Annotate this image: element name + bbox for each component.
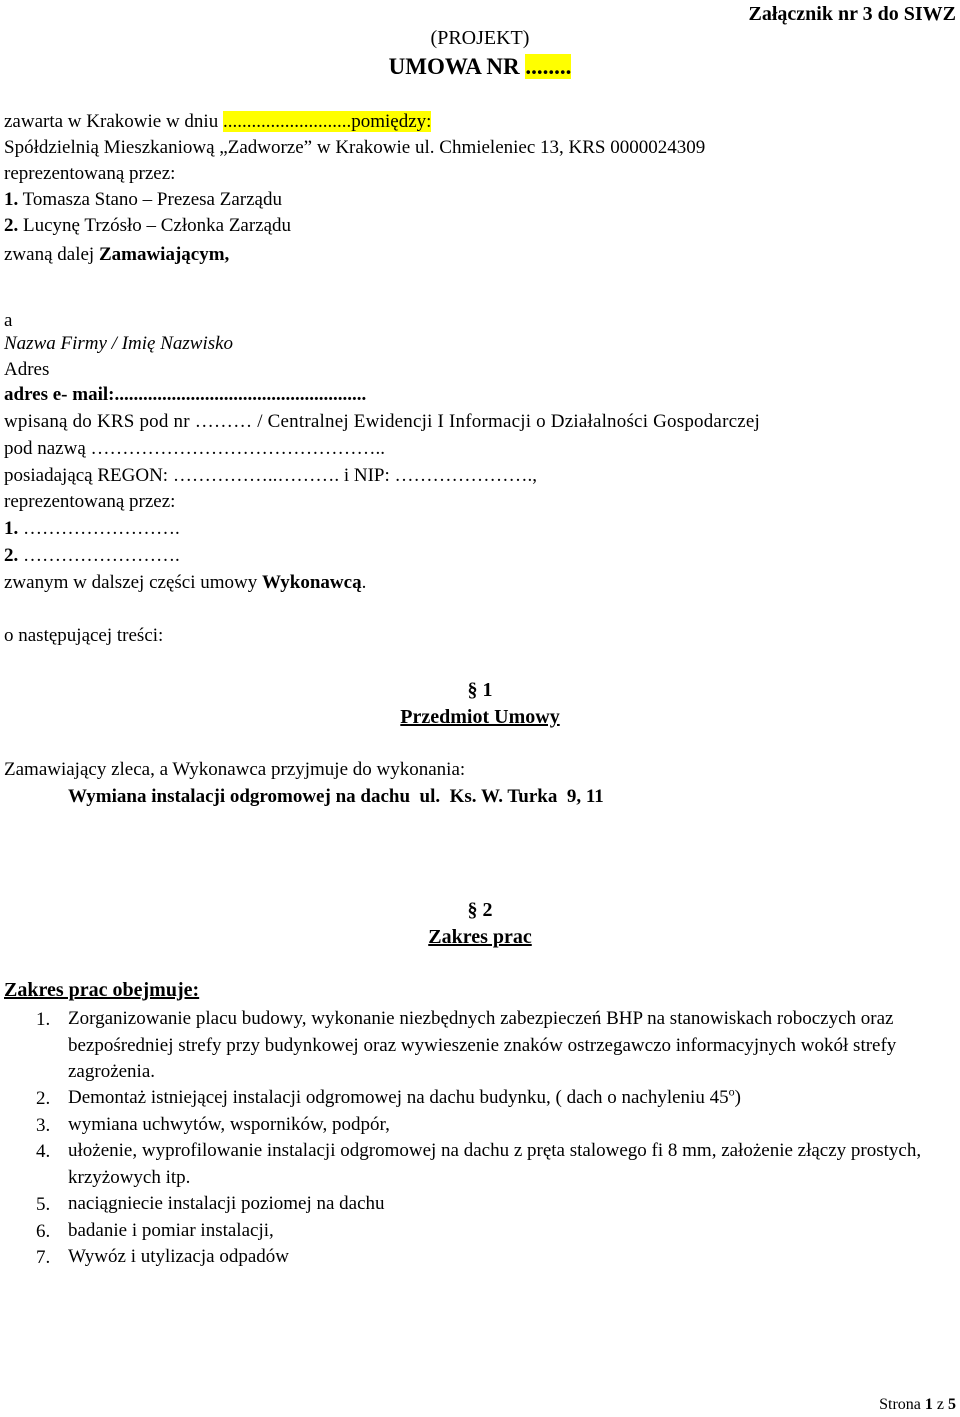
client-name-line: Spółdzielnią Mieszkaniową „Zadworze” w Krakowie ul. Chmieleniec 13, KRS 0000024309: [4, 137, 706, 158]
contractor-designation-prefix: zwanym w dalszej części umowy: [4, 572, 262, 593]
page-footer: [879, 1395, 956, 1415]
client-rep-2: [4, 214, 291, 238]
contract-date-suffix: pomiędzy:: [351, 111, 432, 132]
footer-strona: Strona: [879, 1396, 925, 1413]
contractor-email: adres e- mail:.....................................................: [4, 384, 367, 405]
content-intro: o następującej treści:: [4, 625, 164, 646]
footer-z: z: [932, 1396, 948, 1413]
contractor-address: Adres: [4, 359, 50, 380]
client-rep-2-text: Lucynę Trzósło – Członka Zarządu: [18, 215, 292, 236]
scope-item-6-text: badanie i pomiar instalacji,: [68, 1220, 274, 1241]
contractor-rep-1: [4, 517, 180, 541]
contractor-designation: [4, 571, 366, 595]
contract-title-text: UMOWA NR: [388, 54, 520, 79]
footer-total-pages: 5: [948, 1396, 956, 1413]
contract-number-placeholder: ........: [525, 54, 572, 79]
contractor-rep-2: [4, 544, 180, 568]
scope-item-1-num: 1.: [36, 1009, 51, 1030]
scope-item-7-num: 7.: [36, 1247, 51, 1268]
footer-page-number: 1: [924, 1396, 933, 1413]
contractor-rep-2-dots: …………………….: [18, 545, 180, 566]
client-rep-1-num: 1.: [4, 189, 19, 210]
contract-date-prefix: zawarta w Krakowie w dniu: [4, 111, 219, 132]
scope-item-2-after: ): [734, 1087, 741, 1108]
scope-item-2-num: 2.: [36, 1088, 51, 1109]
section-1-subject: Wymiana instalacji odgromowej na dachu ul. Ks. W. Turka 9, 11: [68, 786, 604, 807]
scope-item-5-num: 5.: [36, 1194, 51, 1215]
and-connector: a: [4, 310, 13, 331]
contractor-krs: wpisaną do KRS pod nr ……… / Centralnej Ewidencji I Informacji o Działalności Gospodarczej: [4, 411, 760, 432]
client-designation-bold: Zamawiającym,: [98, 244, 230, 265]
section-1-title: [0, 705, 960, 729]
client-designation: [4, 243, 229, 267]
scope-item-6-num: 6.: [36, 1221, 51, 1242]
scope-item-4-num: 4.: [36, 1141, 51, 1162]
section-2-title-text: Zakres prac: [428, 926, 532, 948]
attachment-label: Załącznik nr 3 do SIWZ: [748, 3, 956, 25]
scope-item-5-text: naciągniecie instalacji poziomej na dachu: [68, 1193, 385, 1214]
contractor-name: Nazwa Firmy / Imię Nazwisko: [4, 333, 234, 354]
client-rep-1: [4, 188, 282, 212]
contractor-trade-name: pod nazwą ………………………………………..: [4, 438, 386, 459]
scope-item-7-text: Wywóz i utylizacja odpadów: [68, 1246, 289, 1267]
contractor-rep-1-dots: …………………….: [18, 518, 180, 539]
contractor-rep-1-num: 1.: [4, 518, 19, 539]
contract-date-line: [4, 110, 431, 134]
contractor-represented-by: reprezentowaną przez:: [4, 491, 176, 512]
scope-item-2-text: [68, 1085, 938, 1112]
client-rep-1-text: Tomasza Stano – Prezesa Zarządu: [18, 189, 282, 210]
section-1-intro: Zamawiający zleca, a Wykonawca przyjmuje do wykonania:: [4, 759, 466, 780]
section-2-symbol: § 2: [467, 899, 493, 921]
contract-date-placeholder: ...........................: [222, 111, 352, 132]
degree-superscript: o: [728, 1084, 735, 1099]
scope-item-3-num: 3.: [36, 1115, 51, 1136]
scope-heading: Zakres prac obejmuje:: [4, 979, 200, 1001]
scope-item-2-main: Demontaż istniejącej instalacji odgromowej na dachu budynku, ( dach o nachyleniu 45: [68, 1087, 729, 1108]
contractor-rep-2-num: 2.: [4, 545, 19, 566]
contractor-designation-suffix: .: [361, 572, 367, 593]
section-1-title-text: Przedmiot Umowy: [400, 706, 560, 728]
section-1-symbol: § 1: [467, 679, 493, 701]
client-rep-2-num: 2.: [4, 215, 19, 236]
contract-title: [0, 55, 960, 79]
contractor-designation-bold: Wykonawcą: [262, 572, 362, 593]
client-designation-prefix: zwaną dalej: [4, 244, 99, 265]
contractor-regon-nip: posiadającą REGON: ……………..………. i NIP: ………………….,: [4, 465, 538, 486]
scope-item-4-text: ułożenie, wyprofilowanie instalacji odgromowej na dachu z pręta stalowego fi 8 mm, założenie złączy prostych, krzyżowych itp.: [68, 1140, 922, 1188]
scope-item-1-text: Zorganizowanie placu budowy, wykonanie niezbędnych zabezpieczeń BHP na stanowiskach roboczych oraz bezpośredniej strefy przy budynkowej oraz wywieszenie znaków ostrzegawczo informacyjnych wokół strefy zagrożenia.: [68, 1008, 897, 1082]
projekt-label: (PROJEKT): [430, 27, 530, 49]
section-2-title: [0, 925, 960, 949]
scope-item-3-text: wymiana uchwytów, wsporników, podpór,: [68, 1114, 390, 1135]
client-represented-by: reprezentowaną przez:: [4, 163, 176, 184]
